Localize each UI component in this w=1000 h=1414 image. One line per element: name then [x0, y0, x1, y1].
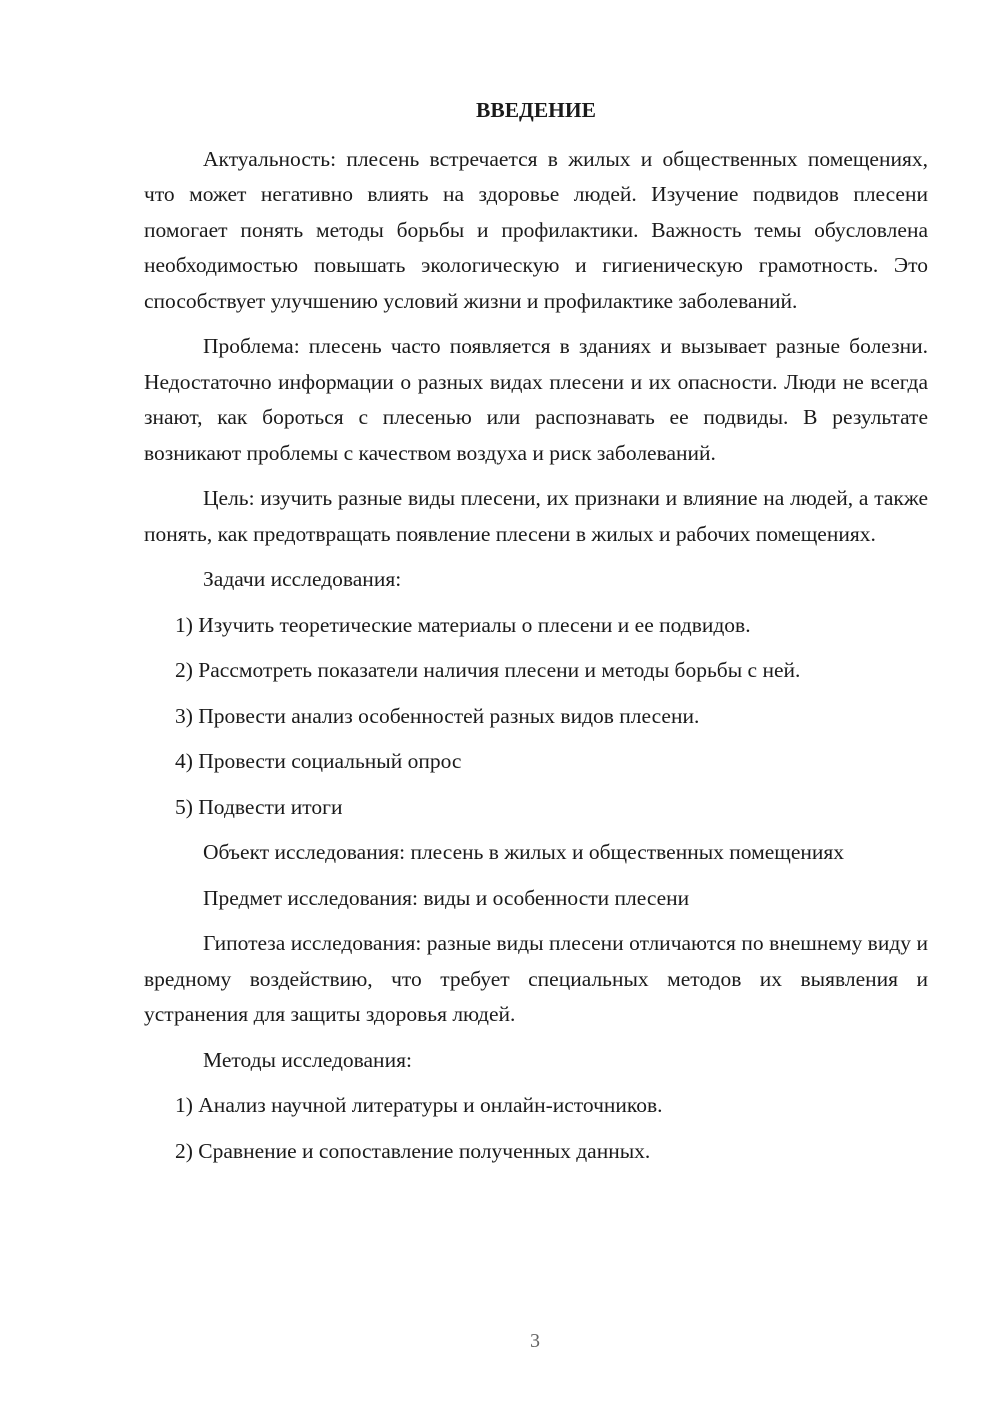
section-heading: ВВЕДЕНИЕ [476, 98, 596, 122]
page-number: 3 [530, 1330, 540, 1352]
methods-label: Методы исследования: [203, 1047, 412, 1072]
object-paragraph: Объект исследования: плесень в жилых и общественных помещениях [203, 840, 845, 864]
task-item: 1) Изучить теоретические материалы о плесени и ее подвидов. [175, 612, 751, 637]
task-item: 3) Провести анализ особенностей разных видов плесени. [175, 703, 700, 728]
task-item: 4) Провести социальный опрос [175, 749, 462, 773]
task-item: 2) Рассмотреть показатели наличия плесени и методы борьбы с ней. [175, 658, 801, 682]
tasks-label: Задачи исследования: [203, 567, 402, 591]
method-item: 2) Сравнение и сопоставление полученных данных. [175, 1138, 651, 1163]
goal-paragraph: Цель: изучить разные виды плесени, их признаки и влияние на людей, а также понять, как предотвращать появление плесени в жилых и рабочих помещениях. [144, 486, 928, 546]
subject-paragraph: Предмет исследования: виды и особенности плесени [203, 885, 690, 910]
task-item: 5) Подвести итоги [175, 794, 343, 819]
method-item: 1) Анализ научной литературы и онлайн-источников. [175, 1093, 663, 1117]
hypothesis-paragraph: Гипотеза исследования: разные виды плесени отличаются по внешнему виду и вредному воздействию, что требует специальных методов их выявления и устранения для защиты здоровья людей. [144, 931, 928, 1026]
problem-paragraph: Проблема: плесень часто появляется в зданиях и вызывает разные болезни. Недостаточно информации о разных видах плесени и их опасности. Люди не всегда знают, как бороться с плесенью или распознавать ее подвиды. В результате возникают проблемы с качеством воздуха и риск заболеваний. [144, 334, 928, 465]
page-content [144, 93, 928, 1179]
relevance-paragraph: Актуальность: плесень встречается в жилых и общественных помещениях, что может негативно влиять на здоровье людей. Изучение подвидов плесени помогает понять методы борьбы и профилактики. Важность темы обусловлена необходимостью повышать экологическую и гигиеническую грамотность. Это способствует улучшению условий жизни и профилактике заболеваний. [144, 146, 928, 313]
